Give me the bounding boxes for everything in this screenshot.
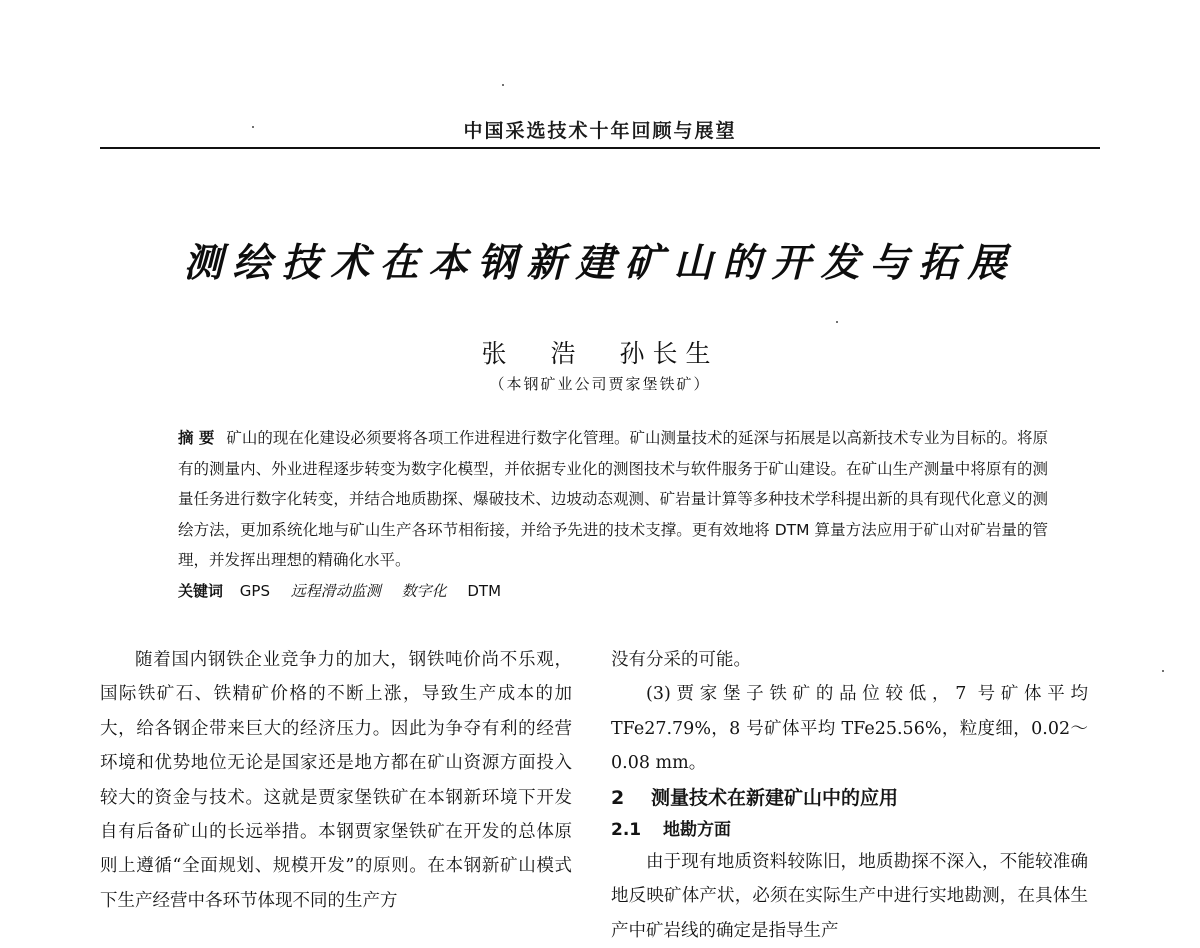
keyword-dtm: DTM xyxy=(467,582,502,600)
keywords xyxy=(178,580,1048,601)
subsection-number: 2.1 xyxy=(611,820,642,841)
authors: 张 浩 孙长生 xyxy=(481,339,719,368)
scan-speck xyxy=(836,321,838,323)
survey-paragraph: 由于现有地质资料较陈旧，地质勘探不深入，不能较准确地反映矿体产状，必须在实际生产中进行实地勘测，在具体生产中矿岩线的确定是指导生产 xyxy=(611,852,1088,941)
section-number: 2 xyxy=(611,786,625,809)
grade-paragraph: (3)贾家堡子铁矿的品位较低，7 号矿体平均 TFe27.79%，8 号矿体平均 TFe25.56%，粒度细，0.02～0.08 mm。 xyxy=(611,684,1088,774)
running-header: 中国采选技术十年回顾与展望 xyxy=(463,120,737,142)
header-rule xyxy=(100,147,1100,149)
right-column xyxy=(611,643,1088,948)
section-title: 测量技术在新建矿山中的应用 xyxy=(651,786,899,809)
intro-paragraph: 随着国内钢铁企业竞争力的加大，钢铁吨价尚不乐观，国际铁矿石、铁精矿价格的不断上涨，导致生产成本的加大，给各钢企带来巨大的经济压力。因此为争夺有利的经营环境和优势地位无论是国家还是地方都在矿山资源方面投入较大的资金与技术。这就是贾家堡铁矿在本钢新环境下开发自有后备矿山的长远举措。本钢贾家堡铁矿在开发的总体原则上遵循“全面规划、规模开发”的原则。在本钢新矿山模式下生产经营中各环节体现不同的生产方 xyxy=(100,650,572,911)
continued-paragraph: 没有分采的可能。 xyxy=(611,650,751,670)
abstract-text: 矿山的现在化建设必须要将各项工作进程进行数字化管理。矿山测量技术的延深与拓展是以高新技术专业为目标的。将原有的测量内、外业进程逐步转变为数字化模型，并依据专业化的测图技术与软件服务于矿山建设。在矿山生产测量中将原有的测量任务进行数字化转变，并结合地质勘探、爆破技术、边坡动态观测、矿岩量计算等多种技术学科提出新的具有现代化意义的测绘方法，更加系统化地与矿山生产各环节相衔接，并给予先进的技术支撑。更有效地将 DTM 算量方法应用于矿山对矿岩量的管理，并发挥出理想的精确化水平。 xyxy=(178,429,1048,569)
scan-speck xyxy=(502,84,504,86)
scan-speck xyxy=(1162,670,1164,672)
affiliation: （本钢矿业公司贾家堡铁矿） xyxy=(489,375,711,393)
subsection-heading xyxy=(611,815,1088,845)
abstract xyxy=(142,423,1048,576)
keyword-gps: GPS xyxy=(239,582,270,600)
paper-title: 测绘技术在本钢新建矿山的开发与拓展 xyxy=(183,240,1017,286)
subsection-title: 地勘方面 xyxy=(663,820,731,841)
abstract-label: 摘 要 xyxy=(178,429,215,447)
keyword-remote-slide-monitoring: 远程滑动监测 xyxy=(290,582,381,600)
left-column xyxy=(100,643,572,918)
keyword-digitalization: 数字化 xyxy=(401,582,447,600)
scan-speck xyxy=(252,126,254,128)
keywords-label: 关键词 xyxy=(178,582,224,600)
section-heading xyxy=(611,781,1088,815)
